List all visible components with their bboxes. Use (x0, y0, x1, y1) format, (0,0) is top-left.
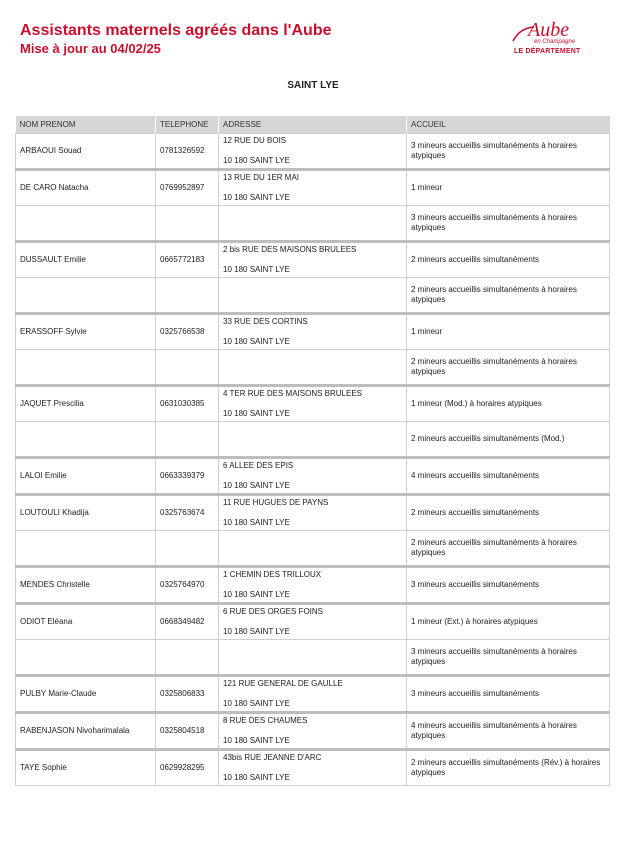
cell-phone: 0325763674 (156, 495, 219, 531)
cell-phone: 0631030385 (156, 386, 219, 422)
cell-name: ARBAOUI Souad (16, 134, 156, 170)
cell-address (219, 242, 407, 278)
cell-phone (156, 278, 219, 314)
table-row (16, 314, 610, 350)
cell-name (16, 350, 156, 386)
cell-address (219, 676, 407, 713)
cell-name (16, 531, 156, 567)
table-row (16, 713, 610, 750)
table-row (16, 350, 610, 386)
cell-address (219, 604, 407, 640)
address-street: 6 RUE DES ORGES FOINS (223, 607, 324, 616)
cell-address (219, 206, 407, 242)
cell-accueil: 1 mineur (Mod.) à horaires atypiques (407, 386, 610, 422)
cell-accueil: 1 mineur (Ext.) à horaires atypiques (407, 604, 610, 640)
cell-accueil: 3 mineurs accueillis simultanéments (407, 567, 610, 604)
cell-phone (156, 640, 219, 676)
cell-address (219, 422, 407, 458)
cell-phone: 0325766538 (156, 314, 219, 350)
cell-accueil: 2 mineurs accueillis simultanéments (Mod.) (407, 422, 610, 458)
cell-address (219, 386, 407, 422)
cell-address (219, 458, 407, 495)
cell-phone (156, 350, 219, 386)
table-header-row (16, 116, 610, 134)
assistants-table (15, 116, 610, 786)
logo-wordmark: Aube (528, 19, 570, 41)
cell-phone: 0325804518 (156, 713, 219, 750)
cell-address (219, 314, 407, 350)
cell-name: JAQUET Prescilia (16, 386, 156, 422)
cell-name (16, 206, 156, 242)
cell-accueil: 2 mineurs accueillis simultanéments à horaires atypiques (407, 531, 610, 567)
address-city: 10 180 SAINT LYE (223, 699, 290, 708)
table-row (16, 386, 610, 422)
table-row (16, 170, 610, 206)
address-street: 12 RUE DU BOIS (223, 136, 287, 145)
address-street: 121 RUE GENERAL DE GAULLE (223, 679, 343, 688)
cell-accueil: 2 mineurs accueillis simultanéments (Rév.) à horaires atypiques (407, 750, 610, 786)
table-row (16, 458, 610, 495)
cell-name: PULBY Marie-Claude (16, 676, 156, 713)
column-header-phone: TELEPHONE (156, 116, 219, 134)
address-street: 6 ALLEE DES EPIS (223, 461, 294, 470)
cell-address (219, 567, 407, 604)
cell-phone: 0665772183 (156, 242, 219, 278)
cell-accueil: 4 mineurs accueillis simultanéments (407, 458, 610, 495)
cell-name: RABENJASON Nivoharimalala (16, 713, 156, 750)
table-row (16, 422, 610, 458)
table-row (16, 206, 610, 242)
address-city: 10 180 SAINT LYE (223, 773, 290, 782)
table-row (16, 640, 610, 676)
address-street: 2 bis RUE DES MAISONS BRULEES (223, 245, 357, 254)
cell-accueil: 2 mineurs accueillis simultanéments (407, 242, 610, 278)
address-street: 1 CHEMIN DES TRILLOUX (223, 570, 322, 579)
cell-phone: 0769952897 (156, 170, 219, 206)
address-street: 33 RUE DES CORTINS (223, 317, 308, 326)
table-row (16, 495, 610, 531)
cell-phone: 0629928295 (156, 750, 219, 786)
cell-name: MENDES Christelle (16, 567, 156, 604)
address-street: 4 TER RUE DES MAISONS BRULEES (223, 389, 362, 398)
cell-address (219, 278, 407, 314)
cell-phone: 0663339379 (156, 458, 219, 495)
cell-name: LALOI Emilie (16, 458, 156, 495)
address-city: 10 180 SAINT LYE (223, 193, 290, 202)
address-street: 11 RUE HUGUES DE PAYNS (223, 498, 329, 507)
section-title: SAINT LYE (287, 80, 339, 91)
address-city: 10 180 SAINT LYE (223, 409, 290, 418)
table-row (16, 134, 610, 170)
address-city: 10 180 SAINT LYE (223, 156, 290, 165)
cell-phone: 0325806833 (156, 676, 219, 713)
address-street: 8 RUE DES CHAUMES (223, 716, 308, 725)
address-street: 13 RUE DU 1ER MAI (223, 173, 300, 182)
table-row (16, 604, 610, 640)
cell-name (16, 640, 156, 676)
column-header-address: ADRESSE (219, 116, 407, 134)
table-row (16, 531, 610, 567)
cell-phone (156, 206, 219, 242)
cell-phone (156, 422, 219, 458)
cell-address (219, 350, 407, 386)
cell-address (219, 134, 407, 170)
cell-accueil: 1 mineur (407, 314, 610, 350)
cell-address (219, 495, 407, 531)
cell-accueil: 2 mineurs accueillis simultanéments à horaires atypiques (407, 350, 610, 386)
address-city: 10 180 SAINT LYE (223, 736, 290, 745)
cell-name (16, 278, 156, 314)
table-row (16, 750, 610, 786)
cell-accueil: 3 mineurs accueillis simultanéments à horaires atypiques (407, 640, 610, 676)
address-city: 10 180 SAINT LYE (223, 590, 290, 599)
table-row (16, 278, 610, 314)
address-city: 10 180 SAINT LYE (223, 627, 290, 636)
cell-phone: 0781326592 (156, 134, 219, 170)
cell-name (16, 422, 156, 458)
aube-logo (506, 20, 586, 60)
address-street: 43bis RUE JEANNE D'ARC (223, 753, 322, 762)
address-city: 10 180 SAINT LYE (223, 265, 290, 274)
logo-department: LE DÉPARTEMENT (514, 48, 581, 55)
cell-accueil: 3 mineurs accueillis simultanéments à horaires atypiques (407, 206, 610, 242)
cell-address (219, 531, 407, 567)
cell-address (219, 170, 407, 206)
cell-address (219, 750, 407, 786)
table-body (16, 134, 610, 786)
cell-name: LOUTOULI Khadija (16, 495, 156, 531)
update-date: Mise à jour au 04/02/25 (20, 41, 161, 56)
table-row (16, 242, 610, 278)
address-city: 10 180 SAINT LYE (223, 337, 290, 346)
column-header-accueil: ACCUEIL (407, 116, 610, 134)
cell-name: DUSSAULT Emilie (16, 242, 156, 278)
cell-accueil: 3 mineurs accueillis simultanéments à horaires atypiques (407, 134, 610, 170)
cell-address (219, 713, 407, 750)
address-city: 10 180 SAINT LYE (223, 481, 290, 490)
cell-accueil: 3 mineurs accueillis simultanéments (407, 676, 610, 713)
cell-accueil: 1 mineur (407, 170, 610, 206)
logo-tagline: en Champagne (534, 39, 576, 45)
cell-accueil: 2 mineurs accueillis simultanéments à horaires atypiques (407, 278, 610, 314)
cell-phone: 0668349482 (156, 604, 219, 640)
cell-name: ODIOT Eléana (16, 604, 156, 640)
address-city: 10 180 SAINT LYE (223, 518, 290, 527)
cell-name: ERASSOFF Sylvie (16, 314, 156, 350)
cell-phone: 0325764970 (156, 567, 219, 604)
cell-address (219, 640, 407, 676)
cell-accueil: 4 mineurs accueillis simultanéments à horaires atypiques (407, 713, 610, 750)
cell-phone (156, 531, 219, 567)
cell-name: TAYE Sophie (16, 750, 156, 786)
cell-accueil: 2 mineurs accueillis simultanéments (407, 495, 610, 531)
table-row (16, 676, 610, 713)
cell-name: DE CARO Natacha (16, 170, 156, 206)
column-header-name: NOM PRENOM (16, 116, 156, 134)
table-row (16, 567, 610, 604)
page-title: Assistants maternels agréés dans l'Aube (20, 22, 332, 39)
